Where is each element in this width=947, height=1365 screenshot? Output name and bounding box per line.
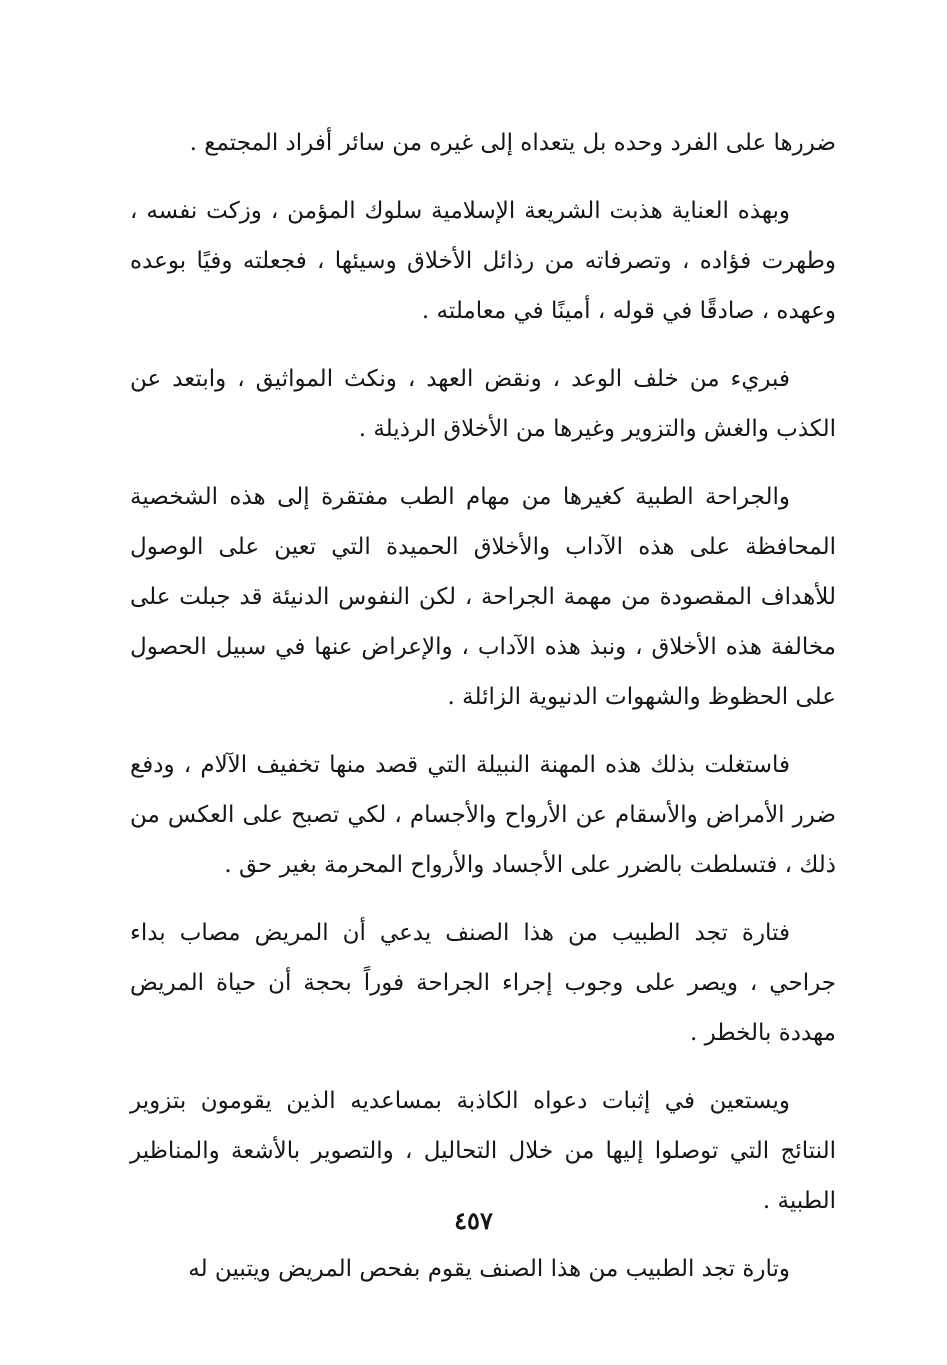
body-text xyxy=(130,118,836,1294)
paragraph-8: وتارة تجد الطبيب من هذا الصنف يقوم بفحص المريض ويتبين له xyxy=(188,1256,790,1282)
paragraph-7: ويستعين في إثبات دعواه الكاذبة بمساعديه الذين يقومون بتزوير النتائج التي توصلوا إليها من خلال التحاليل ، والتصوير بالأشعة والمناظير الطبية . xyxy=(130,1088,836,1214)
paragraph-5: فاستغلت بذلك هذه المهنة النبيلة التي قصد منها تخفيف الآلام ، ودفع ضرر الأمراض والأسقام عن الأرواح والأجسام ، لكي تصبح على العكس من ذلك ، فتسلطت بالضرر على الأجساد والأرواح المحرمة بغير حق . xyxy=(130,752,836,878)
page-number: ٤٥٧ xyxy=(454,1206,493,1235)
paragraph-3: فبريء من خلف الوعد ، ونقض العهد ، ونكث المواثيق ، وابتعد عن الكذب والغش والتزوير وغيرها من الأخلاق الرذيلة . xyxy=(130,366,836,442)
paragraph-4: والجراحة الطبية كغيرها من مهام الطب مفتقرة إلى هذه الشخصية المحافظة على هذه الآداب والأخلاق الحميدة التي تعين على الوصول للأهداف المقصودة من مهمة الجراحة ، لكن النفوس الدنيئة قد جبلت على مخالفة هذه الأخلاق ، ونبذ هذه الآداب ، والإعراض عنها في سبيل الحصول على الحظوظ والشهوات الدنيوية الزائلة . xyxy=(130,484,836,710)
paragraph-6: فتارة تجد الطبيب من هذا الصنف يدعي أن المريض مصاب بداء جراحي ، ويصر على وجوب إجراء الجراحة فوراً بحجة أن حياة المريض مهددة بالخطر . xyxy=(130,920,836,1046)
paragraph-2: وبهذه العناية هذبت الشريعة الإسلامية سلوك المؤمن ، وزكت نفسه ، وطهرت فؤاده ، وتصرفاته من رذائل الأخلاق وسيئها ، فجعلته وفيًا بوعده وعهده ، صادقًا في قوله ، أمينًا في معاملته . xyxy=(130,198,836,324)
paragraph-1: ضررها على الفرد وحده بل يتعداه إلى غيره من سائر أفراد المجتمع . xyxy=(189,130,836,156)
